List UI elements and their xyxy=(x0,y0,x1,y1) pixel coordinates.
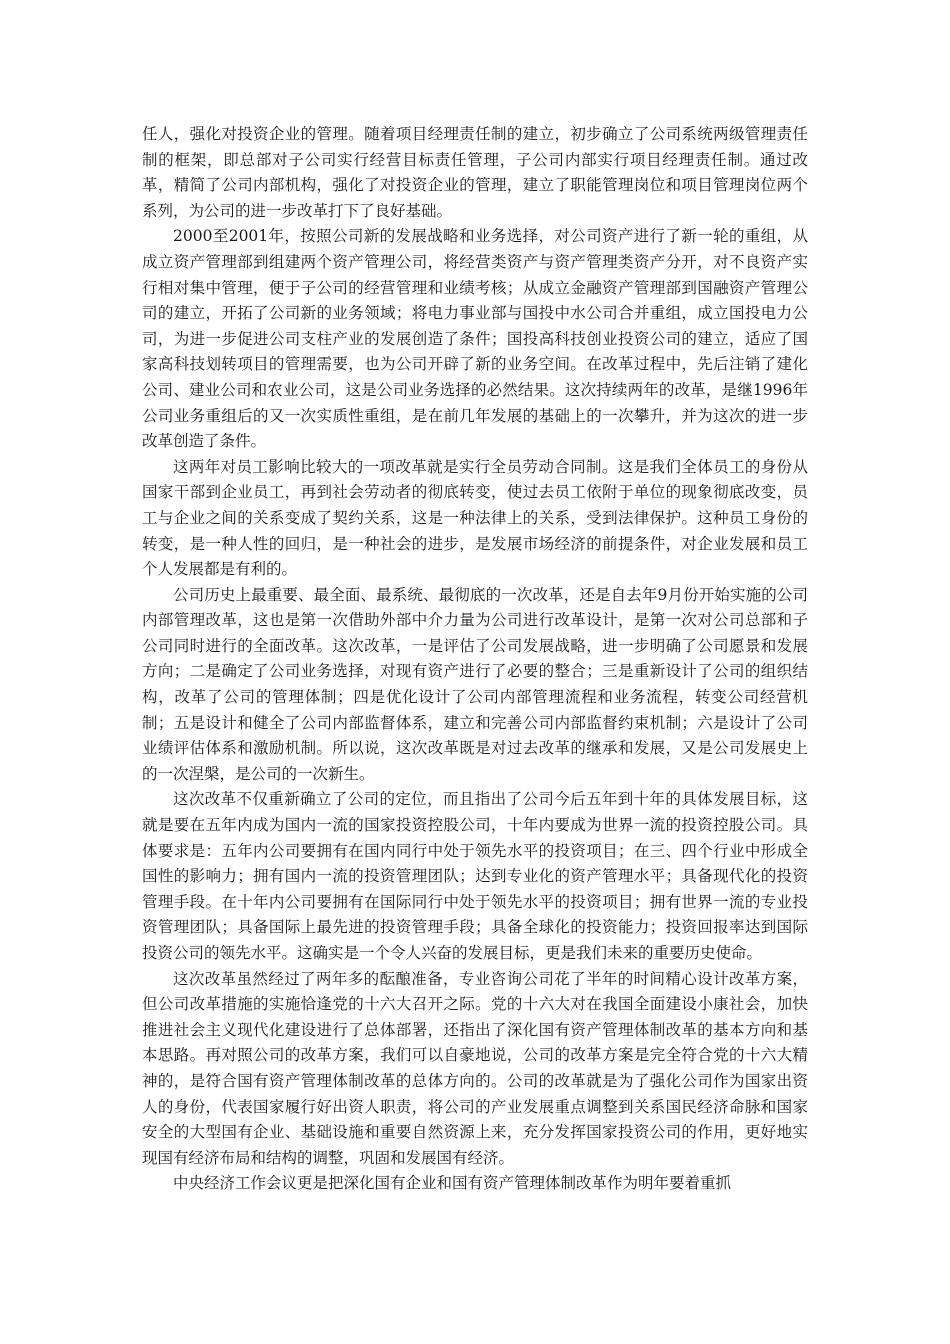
paragraph-labor-contract: 这两年对员工影响比较大的一项改革就是实行全员劳动合同制。这是我们全体员工的身份从国家干部到企业员工，再到社会劳动者的彻底转变，使过去员工依附于单位的现象彻底改变，员工与企业之间的关系变成了契约关系，这是一种法律上的关系，受到法律保护。这种员工身份的转变，是一种人性的回归，是一种社会的进步，是发展市场经济的前提条件，对企业发展和员工个人发展都是有利的。 xyxy=(142,457,808,579)
paragraph-internal-reform: 公司历史上最重要、最全面、最系统、最彻底的一次改革，还是自去年9月份开始实施的公司内部管理改革，这也是第一次借助外部中介力量为公司进行改革设计，是第一次对公司总部和子公司同时进行的全面改革。这次改革，一是评估了公司发展战略，进一步明确了公司愿景和发展方向；二是确定了公司业务选择，对现有资产进行了必要的整合；三是重新设计了公司的组织结构，改革了公司的管理体制；四是优化设计了公司内部管理流程和业务流程，转变公司经营机制；五是设计和健全了公司内部监督体系，建立和完善公司内部监督约束机制；六是设计了公司业绩评估体系和激励机制。所以说，这次改革既是对过去改革的继承和发展，又是公司发展史上的一次涅槃，是公司的一次新生。 xyxy=(142,585,808,783)
paragraph-continuation: 任人，强化对投资企业的管理。随着项目经理责任制的建立，初步确立了公司系统两级管理责任制的框架，即总部对子公司实行经营目标责任管理，子公司内部实行项目经理责任制。通过改革，精简了公司内部机构，强化了对投资企业的管理，建立了职能管理岗位和项目管理岗位两个系列，为公司的进一步改革打下了良好基础。 xyxy=(142,125,808,220)
document-body xyxy=(142,122,808,1197)
paragraph-central-economic-conference: 中央经济工作会议更是把深化国有企业和国有资产管理体制改革作为明年要着重抓 xyxy=(173,1174,732,1193)
paragraph-development-goals: 这次改革不仅重新确立了公司的定位，而且指出了公司今后五年到十年的具体发展目标，这就是要在五年内成为国内一流的国家投资控股公司，十年内要成为世界一流的投资控股公司。具体要求是：五年内公司要拥有在国内同行中处于领先水平的投资项目；在三、四个行业中形成全国性的影响力；拥有国内一流的投资管理团队；达到专业化的资产管理水平；具备现代化的投资管理手段。在十年内公司要拥有在国际同行中处于领先水平的投资项目；拥有世界一流的专业投资管理团队；具备国际上最先进的投资管理手段；具备全球化的投资能力；投资回报率达到国际投资公司的领先水平。这确实是一个令人兴奋的发展目标，更是我们未来的重要历史使命。 xyxy=(142,790,808,962)
paragraph-asset-restructuring: 2000至2001年，按照公司新的发展战略和业务选择，对公司资产进行了新一轮的重组，从成立资产管理部到组建两个资产管理公司，将经营类资产与资产管理类资产分开，对不良资产实行相对集中管理，便于子公司的经营管理和业绩考核；从成立金融资产管理部到国融资产管理公司的建立，开拓了公司新的业务领域；将电力事业部与国投中水公司合并重组，成立国投电力公司，为进一步促进公司支柱产业的发展创造了条件；国投高科技创业投资公司的建立，适应了国家高科技划转项目的管理需要，也为公司开辟了新的业务空间。在改革过程中，先后注销了建化公司、建业公司和农业公司，这是公司业务选择的必然结果。这次持续两年的改革，是继1996年公司业务重组后的又一次实质性重组，是在前几年发展的基础上的一次攀升，并为这次的进一步改革创造了条件。 xyxy=(142,227,808,451)
paragraph-sixteenth-congress: 这次改革虽然经过了两年多的酝酿准备，专业咨询公司花了半年的时间精心设计改革方案，但公司改革措施的实施恰逢党的十六大召开之际。党的十六大对在我国全面建设小康社会，加快推进社会主义现代化建设进行了总体部署，还指出了深化国有资产管理体制改革的基本方向和基本思路。再对照公司的改革方案，我们可以自豪地说，公司的改革方案是完全符合党的十六大精神的，是符合国有资产管理体制改革的总体方向的。公司的改革就是为了强化公司作为国家出资人的身份，代表国家履行好出资人职责，将公司的产业发展重点调整到关系国民经济命脉和国家安全的大型国有企业、基础设施和重要自然资源上来，充分发挥国家投资公司的作用，更好地实现国有经济布局和结构的调整，巩固和发展国有经济。 xyxy=(142,969,808,1167)
